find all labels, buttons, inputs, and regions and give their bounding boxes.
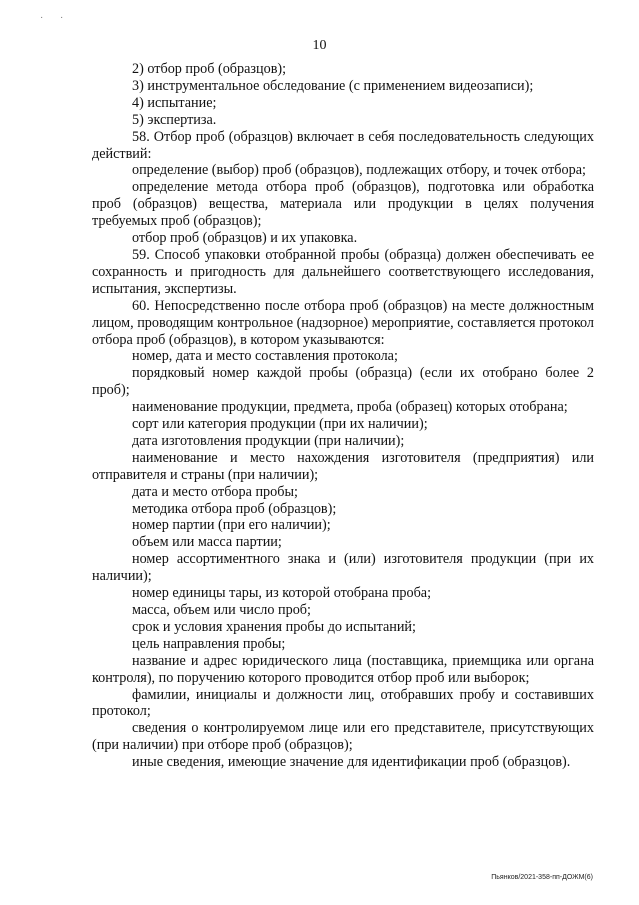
paragraph: 4) испытание; <box>132 94 217 111</box>
paragraph: 60. Непосредственно после отбора проб (образцов) на месте должностным лицом, проводящим контрольное (надзорное) мероприятие, составляется протокол отбора проб (образцов), в котором указываются: <box>92 297 594 348</box>
page-number: 10 <box>312 38 327 53</box>
paragraph: название и адрес юридического лица (поставщика, приемщика или органа контроля), по поручению которого проводится отбор проб или выборок; <box>92 652 594 686</box>
paragraph: методика отбора проб (образцов); <box>132 500 337 517</box>
paragraph: определение метода отбора проб (образцов), подготовка или обработка проб (образцов) вещества, материала или продукции в целях получения требуемых проб (образцов); <box>92 179 594 230</box>
paragraph: срок и условия хранения пробы до испытаний; <box>132 618 416 635</box>
paragraph: масса, объем или число проб; <box>132 602 311 618</box>
paragraph: сорт или категория продукции (при их наличии); <box>132 416 428 433</box>
paragraph: цель направления пробы; <box>132 635 286 652</box>
paragraph: 59. Способ упаковки отобранной пробы (образца) должен обеспечивать ее сохранность и пригодность для дальнейшего соответствующего исследования, испытания, экспертизы. <box>92 246 594 297</box>
paragraph: наименование и место нахождения изготовителя (предприятия) или отправителя и страны (при наличии); <box>92 449 594 483</box>
paragraph: номер ассортиментного знака и (или) изготовителя продукции (при их наличии); <box>92 551 594 585</box>
paragraph: иные сведения, имеющие значение для идентификации проб (образцов). <box>132 754 571 771</box>
paragraph: дата и место отбора пробы; <box>132 483 298 500</box>
paragraph: номер единицы тары, из которой отобрана проба; <box>132 585 432 602</box>
paragraph: 3) инструментальное обследование (с применением видеозаписи); <box>132 77 534 94</box>
paragraph: 5) экспертиза. <box>132 111 217 128</box>
paragraph: 2) отбор проб (образцов); <box>132 61 287 77</box>
scan-specks: · · <box>40 12 64 23</box>
paragraph: номер, дата и место составления протокола; <box>132 348 398 365</box>
document-footer-code: Пьянков/2021-358-пп-ДОЖМ(6) <box>491 874 593 881</box>
paragraph: порядковый номер каждой пробы (образца) (если их отобрано более 2 проб); <box>92 365 594 399</box>
paragraph: номер партии (при его наличии); <box>132 517 331 534</box>
paragraph: фамилии, инициалы и должности лиц, отобравших пробу и составивших протокол; <box>92 686 594 720</box>
document-body <box>92 61 594 771</box>
paragraph: сведения о контролируемом лице или его представителе, присутствующих (при наличии) при отборе проб (образцов); <box>92 720 594 754</box>
paragraph: определение (выбор) проб (образцов), подлежащих отбору, и точек отбора; <box>132 162 586 179</box>
paragraph: объем или масса партии; <box>132 534 282 551</box>
paragraph: наименование продукции, предмета, проба (образец) которых отобрана; <box>132 399 568 416</box>
paragraph: дата изготовления продукции (при наличии); <box>132 432 405 449</box>
paragraph: 58. Отбор проб (образцов) включает в себя последовательность следующих действий: <box>92 128 594 162</box>
paragraph: отбор проб (образцов) и их упаковка. <box>132 230 358 247</box>
